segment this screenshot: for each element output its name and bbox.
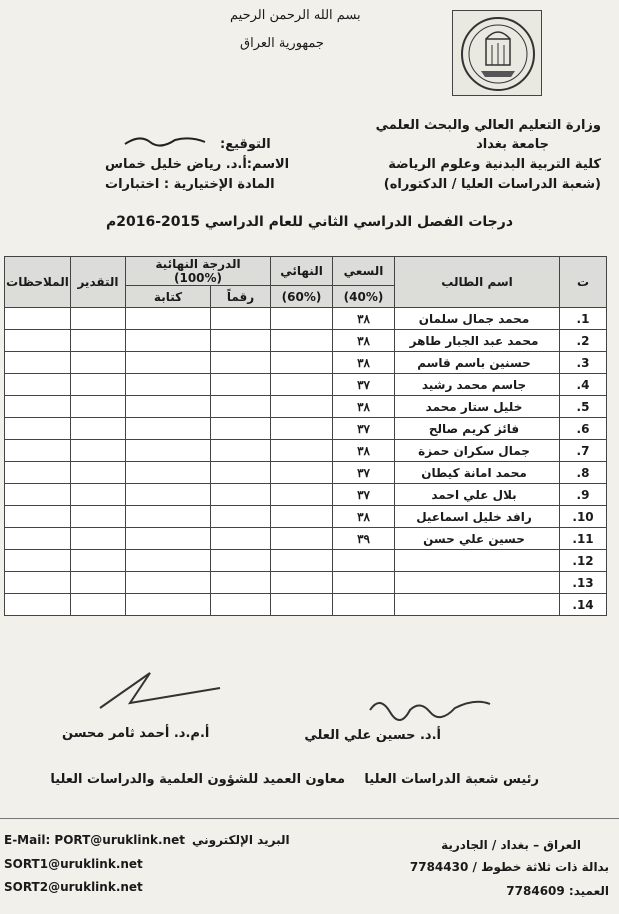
page-title: درجات الفصل الدراسي الثاني للعام الدراسي 2015-2016م (105, 214, 514, 230)
row-grade (71, 572, 126, 594)
row-effort-score: ٣٧ (333, 374, 395, 396)
table-row (5, 418, 607, 440)
header-total-label: الدرجة النهائية (155, 257, 241, 271)
basmala: بسم الله الرحمن الرحيم (230, 8, 361, 23)
row-effort-score: ٣٧ (333, 484, 395, 506)
row-effort-score: ٣٨ (333, 330, 395, 352)
row-notes (5, 440, 71, 462)
row-final-score (271, 352, 333, 374)
row-total-written (126, 528, 211, 550)
table-row (5, 374, 607, 396)
row-total-numeric (211, 374, 271, 396)
republic-heading: جمهورية العراق (240, 36, 324, 51)
row-total-written (126, 308, 211, 330)
left-signature (90, 668, 230, 718)
row-index: 14. (560, 594, 607, 616)
row-notes (5, 550, 71, 572)
row-grade (71, 308, 126, 330)
table-row (5, 594, 607, 616)
row-student-name (395, 594, 560, 616)
row-total-written (126, 484, 211, 506)
header-effort: السعي (333, 257, 395, 286)
row-total-numeric (211, 396, 271, 418)
table-row (5, 440, 607, 462)
row-notes (5, 374, 71, 396)
header-total-pct: (100%) (173, 271, 223, 285)
row-total-written (126, 352, 211, 374)
row-student-name: حسنين باسم قاسم (395, 352, 560, 374)
row-total-written (126, 418, 211, 440)
vice-dean-name: أ.م.د. أحمد ثامر محسن (62, 726, 210, 741)
row-index: 12. (560, 550, 607, 572)
row-student-name: حسين علي حسن (395, 528, 560, 550)
table-row (5, 550, 607, 572)
table-row (5, 396, 607, 418)
row-grade (71, 528, 126, 550)
row-index: 3. (560, 352, 607, 374)
row-final-score (271, 572, 333, 594)
row-effort-score (333, 572, 395, 594)
row-final-score (271, 484, 333, 506)
university-logo (452, 10, 542, 96)
row-total-written (126, 506, 211, 528)
row-index: 13. (560, 572, 607, 594)
header-grade: التقدير (71, 257, 126, 308)
row-final-score (271, 396, 333, 418)
row-student-name: بلال علي احمد (395, 484, 560, 506)
row-final-score (271, 594, 333, 616)
row-grade (71, 374, 126, 396)
row-total-written (126, 396, 211, 418)
row-total-numeric (211, 484, 271, 506)
row-final-score (271, 550, 333, 572)
table-row (5, 308, 607, 330)
row-index: 6. (560, 418, 607, 440)
row-grade (71, 330, 126, 352)
row-grade (71, 352, 126, 374)
row-student-name: جاسم محمد رشيد (395, 374, 560, 396)
row-index: 1. (560, 308, 607, 330)
row-grade (71, 440, 126, 462)
email-label: البريد الإلكتروني (192, 833, 290, 847)
row-student-name: رافد خليل اسماعيل (395, 506, 560, 528)
row-notes (5, 506, 71, 528)
table-row (5, 506, 607, 528)
email-primary: E-Mail: PORT@uruklink.net (4, 833, 186, 847)
row-index: 2. (560, 330, 607, 352)
row-notes (5, 462, 71, 484)
header-notes: الملاحظات (5, 257, 71, 308)
row-student-name: خليل ستار محمد (395, 396, 560, 418)
row-final-score (271, 374, 333, 396)
row-index: 9. (560, 484, 607, 506)
row-total-written (126, 572, 211, 594)
grades-table (4, 256, 607, 616)
table-row (5, 462, 607, 484)
row-total-written (126, 330, 211, 352)
row-notes (5, 396, 71, 418)
row-notes (5, 484, 71, 506)
row-total-numeric (211, 330, 271, 352)
row-student-name: محمد امانة كيطان (395, 462, 560, 484)
footer-divider (0, 818, 619, 819)
row-student-name: جمال سكران حمزة (395, 440, 560, 462)
head-of-studies-role: رئيس شعبة الدراسات العليا (364, 772, 539, 787)
row-total-numeric (211, 528, 271, 550)
row-grade (71, 418, 126, 440)
row-index: 11. (560, 528, 607, 550)
vice-dean-role: معاون العميد للشؤون العلمية والدراسات العليا (50, 772, 345, 787)
row-total-written (126, 374, 211, 396)
row-effort-score: ٣٧ (333, 462, 395, 484)
row-effort-score: ٣٨ (333, 352, 395, 374)
row-grade (71, 506, 126, 528)
address: العراق – بغداد / الجادرية (441, 838, 581, 852)
header-student-name: اسم الطالب (395, 257, 560, 308)
row-effort-score (333, 594, 395, 616)
row-index: 8. (560, 462, 607, 484)
row-final-score (271, 308, 333, 330)
row-final-score (271, 462, 333, 484)
row-effort-score: ٣٨ (333, 506, 395, 528)
dean-phone: العميد: 7784609 (506, 884, 609, 898)
college-name: كلية التربية البدنية وعلوم الرياضة (388, 157, 601, 172)
row-effort-score (333, 550, 395, 572)
row-notes (5, 572, 71, 594)
row-index: 5. (560, 396, 607, 418)
row-total-numeric (211, 440, 271, 462)
header-index: ت (560, 257, 607, 308)
row-student-name (395, 550, 560, 572)
row-student-name: فائز كريم صالح (395, 418, 560, 440)
header-total (126, 257, 271, 286)
row-total-numeric (211, 418, 271, 440)
row-grade (71, 594, 126, 616)
head-of-studies-name: أ.د. حسين علي العلي (304, 728, 441, 743)
row-effort-score: ٣٨ (333, 396, 395, 418)
email-secondary: SORT1@uruklink.net (4, 857, 143, 871)
row-index: 7. (560, 440, 607, 462)
row-notes (5, 594, 71, 616)
header-final-pct: (60%) (271, 286, 333, 308)
email-tertiary: SORT2@uruklink.net (4, 880, 143, 894)
row-total-written (126, 594, 211, 616)
right-signature (365, 690, 495, 730)
table-row (5, 572, 607, 594)
row-total-numeric (211, 550, 271, 572)
row-grade (71, 550, 126, 572)
row-total-written (126, 550, 211, 572)
row-effort-score: ٣٨ (333, 440, 395, 462)
row-total-written (126, 440, 211, 462)
table-row (5, 330, 607, 352)
row-total-numeric (211, 462, 271, 484)
row-effort-score: ٣٨ (333, 308, 395, 330)
row-index: 4. (560, 374, 607, 396)
department-name: (شعبة الدراسات العليا / الدكتوراه) (383, 177, 601, 192)
table-header-row (5, 257, 607, 286)
subject-name: المادة الإختيارية : اختبارات (105, 177, 275, 192)
row-final-score (271, 440, 333, 462)
university-name: جامعة بغداد (476, 137, 549, 152)
header-written: كتابة (126, 286, 211, 308)
university-seal-icon (453, 11, 543, 97)
table-row (5, 352, 607, 374)
switchboard-phone: بدالة ذات ثلاثة خطوط / 7784430 (409, 860, 609, 874)
row-grade (71, 396, 126, 418)
row-notes (5, 528, 71, 550)
row-notes (5, 308, 71, 330)
row-final-score (271, 528, 333, 550)
row-notes (5, 330, 71, 352)
row-total-numeric (211, 572, 271, 594)
row-grade (71, 462, 126, 484)
row-notes (5, 418, 71, 440)
instructor-signature (120, 130, 210, 152)
row-effort-score: ٣٩ (333, 528, 395, 550)
row-index: 10. (560, 506, 607, 528)
header-numeric: رقماً (211, 286, 271, 308)
row-grade (71, 484, 126, 506)
header-final: النهائي (271, 257, 333, 286)
table-row (5, 484, 607, 506)
table-row (5, 528, 607, 550)
ministry-name: وزارة التعليم العالي والبحث العلمي (375, 118, 601, 133)
row-total-numeric (211, 506, 271, 528)
signature-label: التوقيع: (220, 137, 271, 152)
row-student-name (395, 572, 560, 594)
row-final-score (271, 506, 333, 528)
header-effort-pct: (40%) (333, 286, 395, 308)
row-total-numeric (211, 352, 271, 374)
row-total-numeric (211, 308, 271, 330)
instructor-name: الاسم:أ.د. رياض خليل خماس (105, 157, 290, 172)
row-notes (5, 352, 71, 374)
row-final-score (271, 418, 333, 440)
row-total-written (126, 462, 211, 484)
row-final-score (271, 330, 333, 352)
row-total-numeric (211, 594, 271, 616)
row-student-name: محمد جمال سلمان (395, 308, 560, 330)
row-student-name: محمد عبد الجبار طاهر (395, 330, 560, 352)
row-effort-score: ٣٧ (333, 418, 395, 440)
